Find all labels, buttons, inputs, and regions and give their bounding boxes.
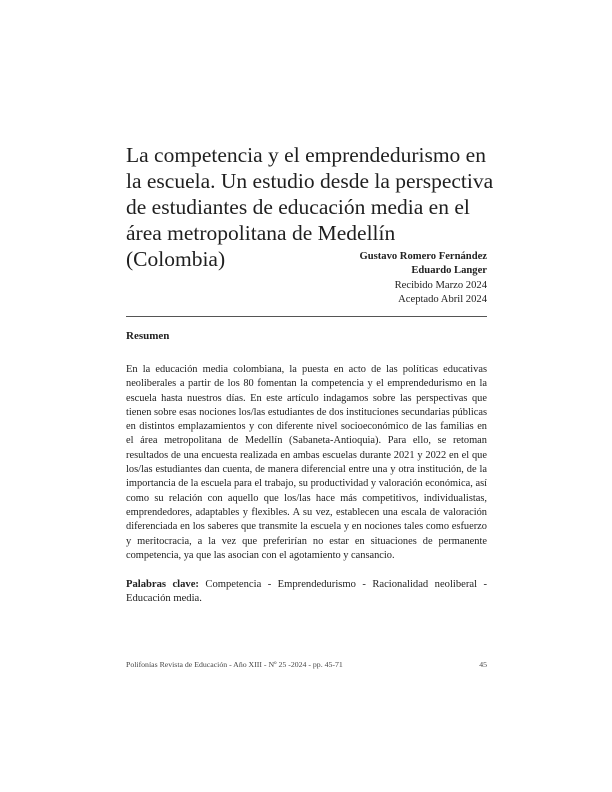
article-meta [359,250,487,307]
keywords-label: Palabras clave: [126,579,199,590]
journal-citation: Polifonías Revista de Educación - Año XIII - Nº 25 -2024 - pp. 45-71 [126,660,343,669]
accepted-date: Aceptado Abril 2024 [398,293,487,305]
abstract-heading: Resumen [126,330,170,342]
author-name: Eduardo Langer [411,265,487,277]
abstract-text: En la educación media colombiana, la puesta en acto de las políticas educativas neoliberales a partir de los 80 fomentan la competencia y el emprendedurismo en la escuela hasta nuestros días. En este artículo indagamos sobre las perspectivas que tienen sobre esas nociones los/las estudiantes de dos instituciones secundarias públicas en distintos emplazamientos y con diferente nivel socioeconómico de las familias en el área metropolitana de Medellín (Sabaneta-Antioquia). Para ello, se retoman resultados de una encuesta realizada en ambas escuelas durante 2021 y 2022 en el que los/las estudiantes dan cuenta, de manera diferencial entre una y otra institución, de la importancia de la escuela para el trabajo, su productividad y valoración económica, así como su relación con aquello que los/las hace más competitivos, individualistas, emprendedores, adaptables y flexibles. A su vez, establecen una escala de valoración diferenciada en los saberes que transmite la escuela y en nociones tales como esfuerzo y meritocracia, a la vez que preferirían no estar en situaciones de permanente competencia, ya que las asocian con el agotamiento y cansancio. [126,364,487,561]
received-date: Recibido Marzo 2024 [394,279,487,291]
page-number: 45 [479,660,487,669]
author-name: Gustavo Romero Fernández [359,251,487,262]
section-divider [126,316,487,317]
keywords [126,578,487,607]
article-title: La competencia y el emprendedurismo en la escuela. Un estudio desde la perspectiva de estudiantes de educación media en el área metropolitana de Medellín (Colombia) [126,143,494,271]
keywords-text: Competencia - Emprendedurismo - Racionalidad neoliberal - Educación media. [126,579,487,605]
